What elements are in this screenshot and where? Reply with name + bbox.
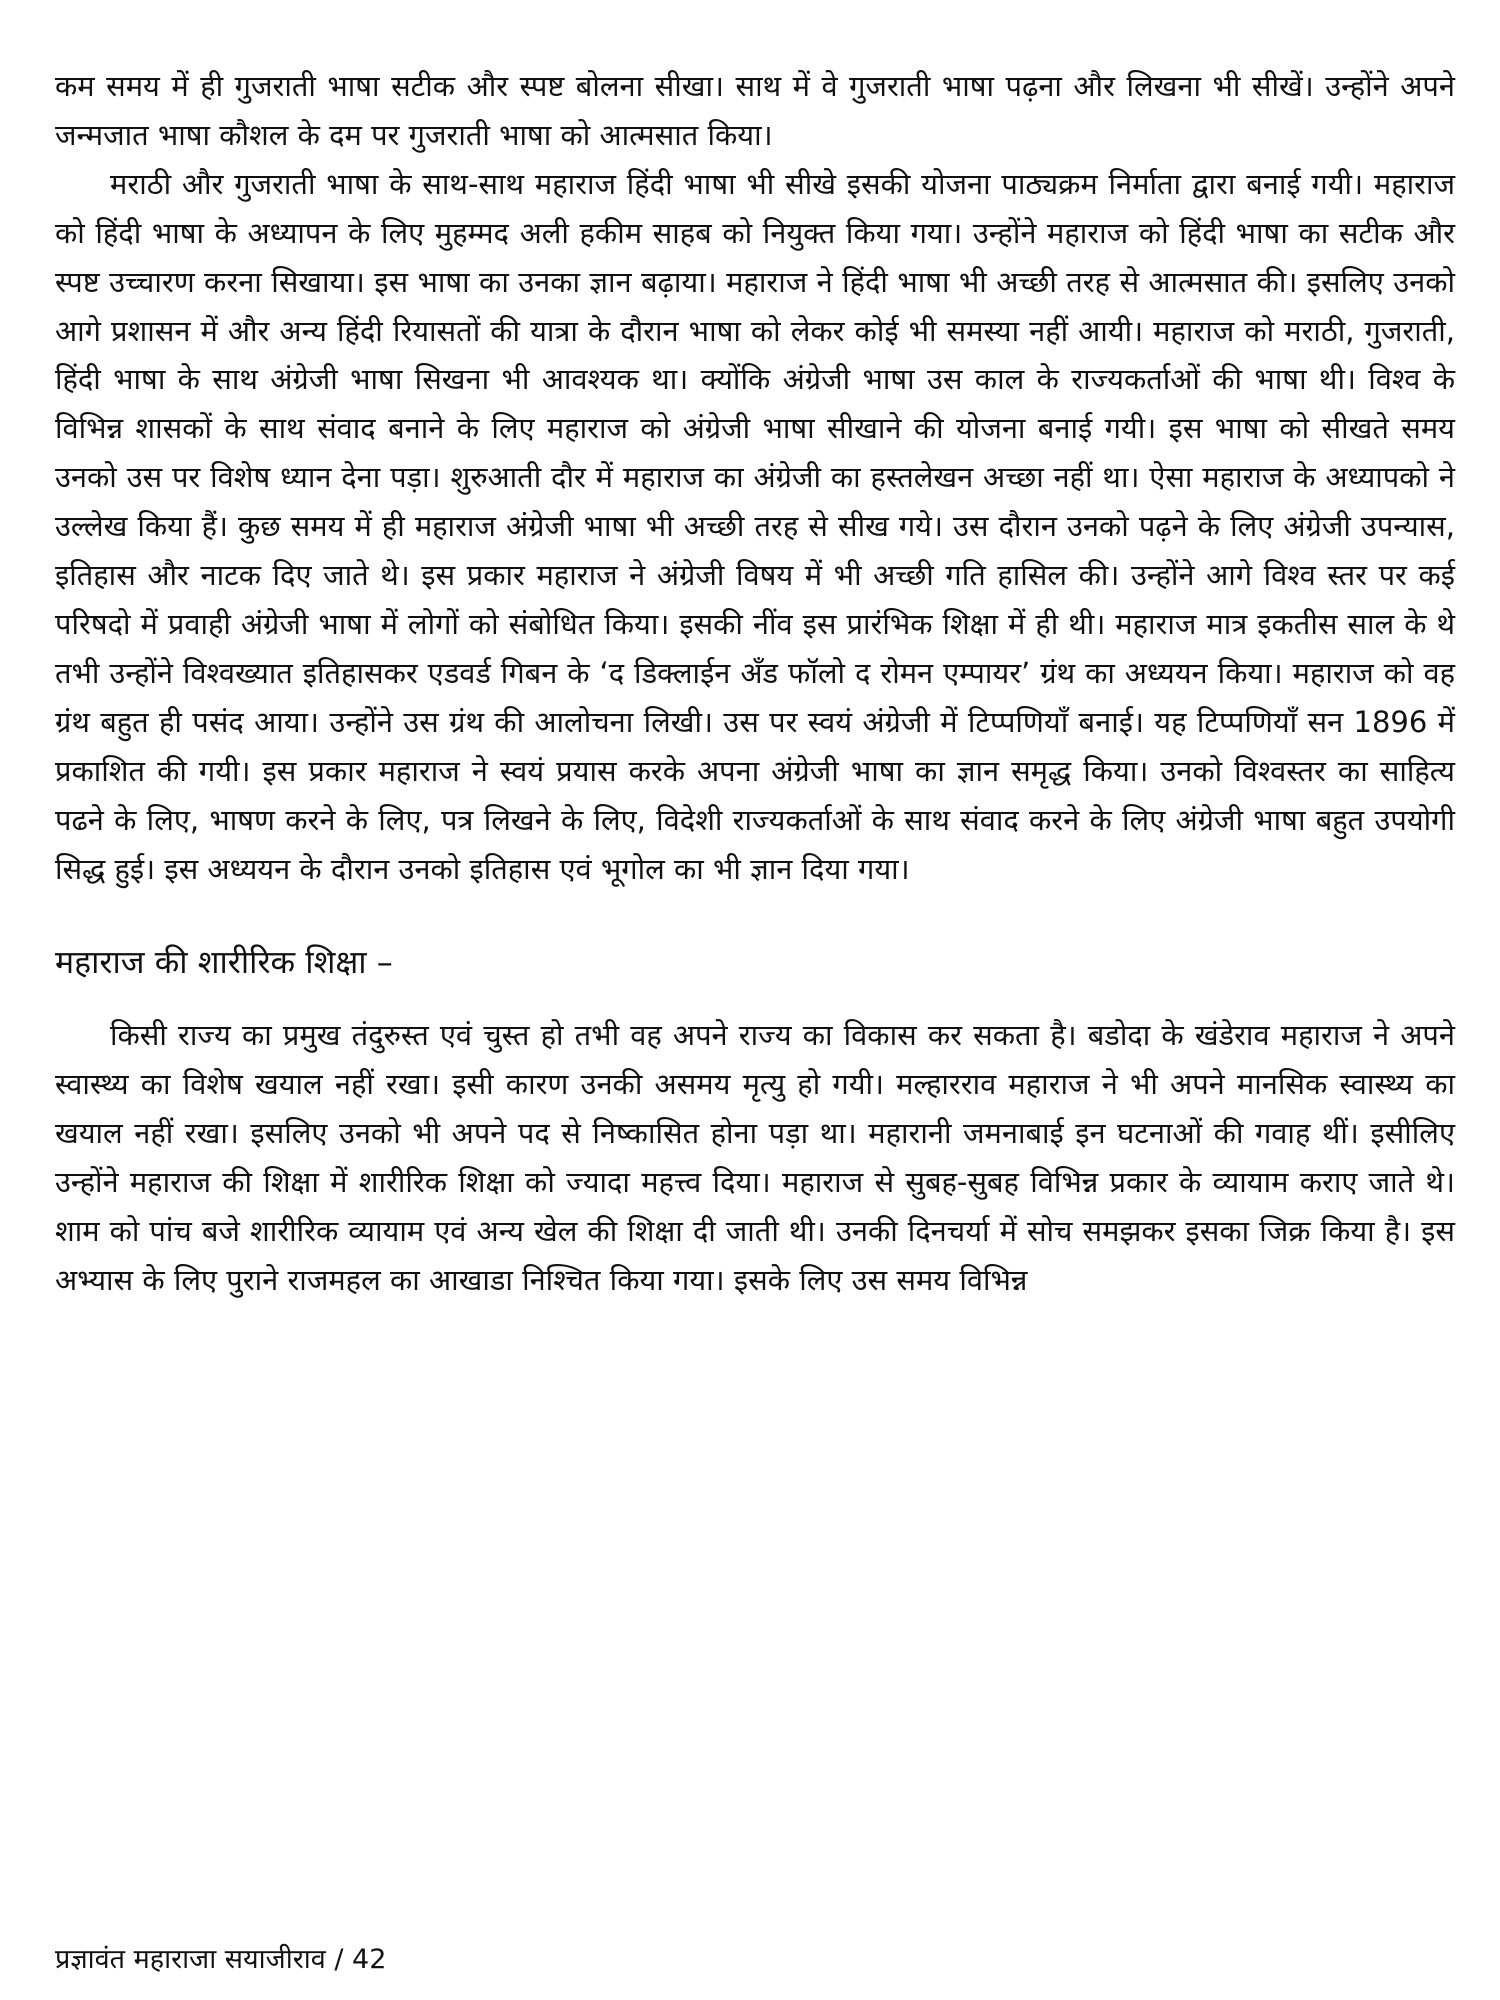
page-footer: प्रज्ञावंत महाराजा सयाजीराव / 42	[55, 1944, 387, 1975]
document-page	[55, 62, 1455, 1305]
paragraph-language-education: मराठी और गुजराती भाषा के साथ-साथ महाराज हिंदी भाषा भी सीखे इसकी योजना पाठ्यक्रम निर्माता द्वारा बनाई गयी। महाराज को हिंदी भाषा के अध्यापन के लिए मुहम्मद अली हकीम साहब को नियुक्त किया गया। उन्होंने महाराज को हिंदी भाषा का सटीक और स्पष्ट उच्चारण करना सिखाया। इस भाषा का उनका ज्ञान बढ़ाया। महाराज ने हिंदी भाषा भी अच्छी तरह से आत्मसात की। इसलिए उनको आगे प्रशासन में और अन्य हिंदी रियासतों की यात्रा के दौरान भाषा को लेकर कोई भी समस्या नहीं आयी। महाराज को मराठी, गुजराती, हिंदी भाषा के साथ अंग्रेजी भाषा सिखना भी आवश्यक था। क्योंकि अंग्रेजी भाषा उस काल के राज्यकर्ताओं की भाषा थी। विश्व के विभिन्न शासकों के साथ संवाद बनाने के लिए महाराज को अंग्रेजी भाषा सीखाने की योजना बनाई गयी। इस भाषा को सीखते समय उनको उस पर विशेष ध्यान देना पड़ा। शुरुआती दौर में महाराज का अंग्रेजी का हस्तलेखन अच्छा नहीं था। ऐसा महाराज के अध्यापको ने उल्लेख किया हैं। कुछ समय में ही महाराज अंग्रेजी भाषा भी अच्छी तरह से सीख गये। उस दौरान उनको पढ़ने के लिए अंग्रेजी उपन्यास, इतिहास और नाटक दिए जाते थे। इस प्रकार महाराज ने अंग्रेजी विषय में भी अच्छी गति हासिल की। उन्होंने आगे विश्व स्तर पर कई परिषदो में प्रवाही अंग्रेजी भाषा में लोगों को संबोधित किया। इसकी नींव इस प्रारंभिक शिक्षा में ही थी। महाराज मात्र इकतीस साल के थे तभी उन्होंने विश्वख्यात इतिहासकर एडवर्ड गिबन के ‘द डिक्लाईन अँड फॉलो द रोमन एम्पायर’ ग्रंथ का अध्ययन किया। महाराज को वह ग्रंथ बहुत ही पसंद आया। उन्होंने उस ग्रंथ की आलोचना लिखी। उस पर स्वयं अंग्रेजी में टिप्पणियाँ बनाई। यह टिप्पणियाँ सन 1896 में प्रकाशित की गयी। इस प्रकार महाराज ने स्वयं प्रयास करके अपना अंग्रेजी भाषा का ज्ञान समृद्ध किया। उनको विश्वस्तर का साहित्य पढने के लिए, भाषण करने के लिए, पत्र लिखने के लिए, विदेशी राज्यकर्ताओं के साथ संवाद करने के लिए अंग्रेजी भाषा बहुत उपयोगी सिद्ध हुई। इस अध्ययन के दौरान उनको इतिहास एवं भूगोल का भी ज्ञान दिया गया।	[55, 166, 1455, 886]
paragraph-physical-education: किसी राज्य का प्रमुख तंदुरुस्त एवं चुस्त हो तभी वह अपने राज्य का विकास कर सकता है। बडोदा के खंडेराव महाराज ने अपने स्वास्थ्य का विशेष खयाल नहीं रखा। इसी कारण उनकी असमय मृत्यु हो गयी। मल्हारराव महाराज ने भी अपने मानसिक स्वास्थ्य का खयाल नहीं रखा। इसलिए उनको भी अपने पद से निष्कासित होना पड़ा था। महारानी जमनाबाई इन घटनाओं की गवाह थीं। इसीलिए उन्होंने महाराज की शिक्षा में शारीरिक शिक्षा को ज्यादा महत्त्व दिया। महाराज से सुबह-सुबह विभिन्न प्रकार के व्यायाम कराए जाते थे। शाम को पांच बजे शारीरिक व्यायाम एवं अन्य खेल की शिक्षा दी जाती थी। उनकी दिनचर्या में सोच समझकर इसका जिक्र किया है। इस अभ्यास के लिए पुराने राजमहल का आखाडा निश्चित किया गया। इसके लिए उस समय विभिन्न	[55, 1018, 1455, 1297]
paragraph-continuation: कम समय में ही गुजराती भाषा सटीक और स्पष्ट बोलना सीखा। साथ में वे गुजराती भाषा पढ़ना और लिखना भी सीखें। उन्होंने अपने जन्मजात भाषा कौशल के दम पर गुजराती भाषा को आत्मसात किया।	[55, 69, 1455, 152]
section-heading: महाराज की शारीरिक शिक्षा –	[55, 943, 393, 982]
